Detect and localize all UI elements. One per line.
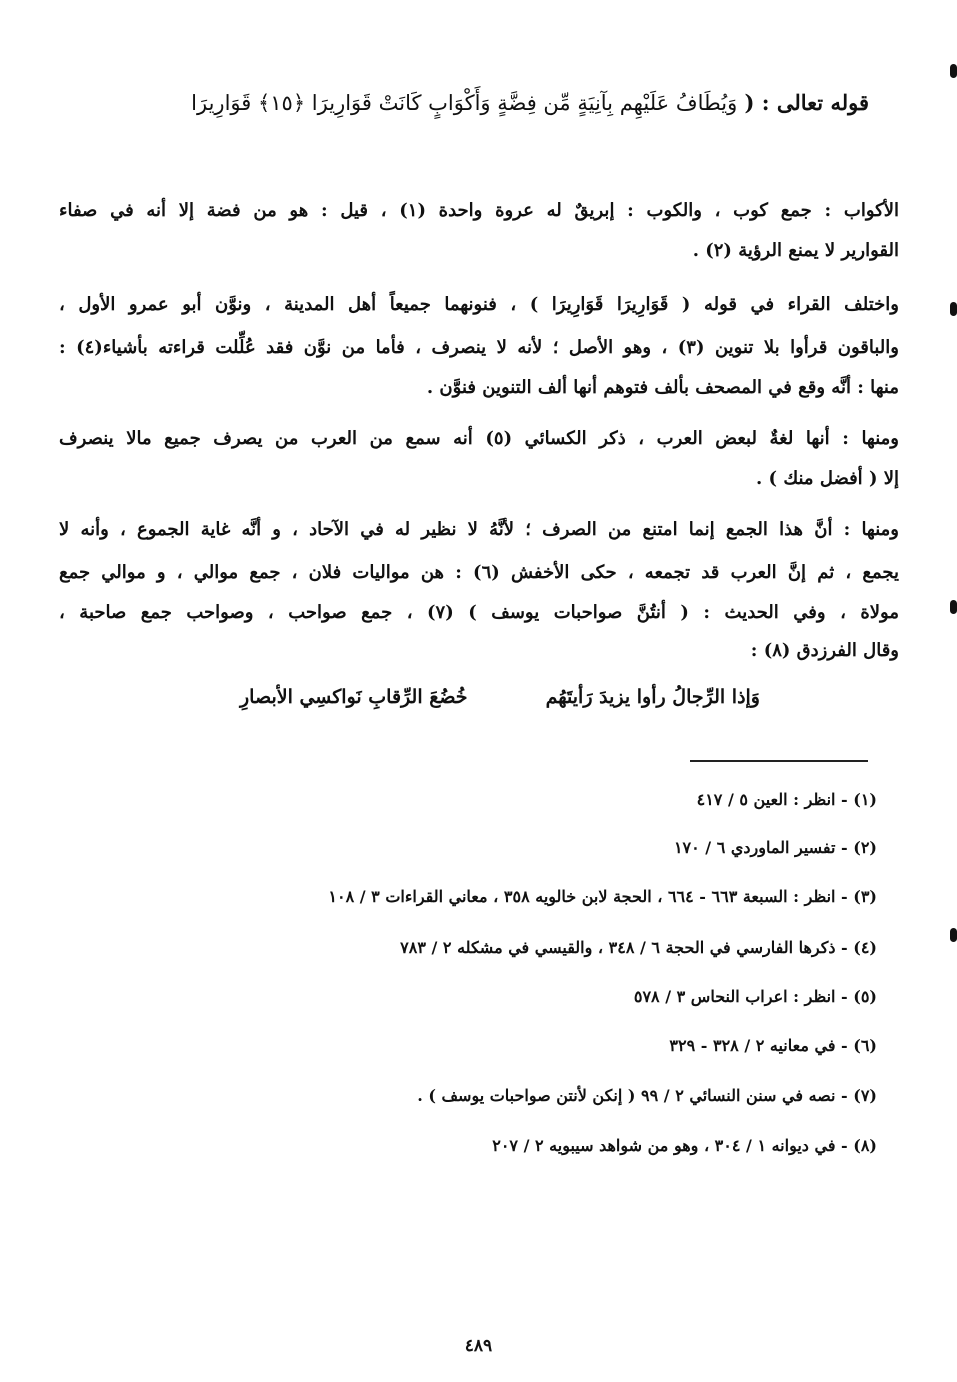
paragraph-line: ومنها : أنَّ هذا الجمع إنما امتنع من الصرف ؛ لأنَّهُ لا نظير له في الآحاد ، و أنَّه غاية الجموع ، وأنه لا <box>59 519 899 540</box>
verse-heading <box>89 90 869 115</box>
edge-mark <box>950 928 957 942</box>
paragraph-line: يجمع ، ثم إنَّ العرب قد تجمعه ، حكى الأخفش (٦) : هن مواليات فلان ، جمع موالي ، و موالي جمع <box>59 562 899 583</box>
footnote: (٤) - ذكرها الفارسي في الحجة ٦ / ٣٤٨ ، والقيسي في مشكله ٢ / ٧٨٣ <box>400 938 877 957</box>
paragraph-line: ومنها : أنها لغةٌ لبعض العرب ، ذكر الكسائي (٥) أنه سمع من العرب من يصرف جميع مالا ينصرف <box>59 428 899 449</box>
paragraph-line: مولاة ، وفي الحديث : ( أنتُنَّ صواحبات يوسف ) (٧) ، جمع صواحب ، وصواحب جمع صاحبة ، <box>59 602 900 623</box>
paragraph-line: إلا ( أفضل منك ) . <box>756 468 899 489</box>
footnote: (٥) - انظر : اعراب النحاس ٣ / ٥٧٨ <box>633 987 877 1006</box>
footnote: (٦) - في معانيه ٢ / ٣٢٨ - ٣٢٩ <box>669 1036 877 1055</box>
paragraph-line: واختلف القراء في قوله ( قَوَارِيرَا قَوَارِيرَا ) ، فنونهما جميعاً أهل المدينة ، ونوَّن أبو عمرو الأول ، <box>59 294 899 315</box>
footnote: (١) - انظر : العين ٥ / ٤١٧ <box>696 790 877 809</box>
edge-mark <box>950 302 957 316</box>
footnote: (٨) - في ديوانه ١ / ٣٠٤ ، وهو من شواهد سيبويه ٢ / ٢٠٧ <box>492 1136 877 1155</box>
paragraph-line: القوارير لا يمنع الرؤية (٢) . <box>692 240 899 261</box>
verse-intro: قوله تعالى : ( <box>744 90 869 115</box>
footnote-divider <box>690 760 868 762</box>
paragraph-line: والباقون قرأوا بلا تنوين (٣) ، وهو الأصل ؛ لأنه لا ينصرف ، فأما من نوَّن فقد عُلِّلت قراءته بأشياء(٤) : <box>59 337 899 358</box>
footnote: (٧) - نصه في سنن النسائي ٢ / ٩٩ ( إنكن لأنتن صواحبات يوسف ) . <box>417 1086 877 1105</box>
poem-hemistich-first: وَإذا الرِّجالُ رأوا يزيدَ رَأيتَهُم <box>545 686 760 708</box>
edge-mark <box>950 600 957 614</box>
poem-verse <box>240 686 760 720</box>
footnote: (٣) - انظر : السبعة ٦٦٣ - ٦٦٤ ، الحجة لابن خالويه ٣٥٨ ، معاني القراءات ٣ / ١٠٨ <box>328 887 877 906</box>
paragraph-line: الأكواب : جمع كوب ، والكوب : إبريقٌ له عروة واحدة (١) ، قيل : هو من فضة إلا أنه في صفاء <box>59 200 899 221</box>
edge-mark <box>950 64 957 78</box>
page-number: ٤٨٩ <box>464 1336 493 1356</box>
poem-hemistich-second: خُضُعَ الرِّقابِ نَواكسِي الأبصارِ <box>240 686 468 708</box>
quran-verse: وَيُطَافُ عَلَيْهِم بِآنِيَةٍ مِّن فِضَّةٍ وَأَكْوَابٍ كَانَتْ قَوَارِيرَا ﴿١٥﴾ قَوَارِيرَا <box>191 91 738 115</box>
paragraph-line: وقال الفرزدق (٨) : <box>750 640 899 661</box>
paragraph-line: منها : أنَّه وقع في المصحف بألف فتوهم أنها ألف التنوين فنوَّن . <box>426 377 899 398</box>
footnote: (٢) - تفسير الماوردي ٦ / ١٧٠ <box>673 838 877 857</box>
